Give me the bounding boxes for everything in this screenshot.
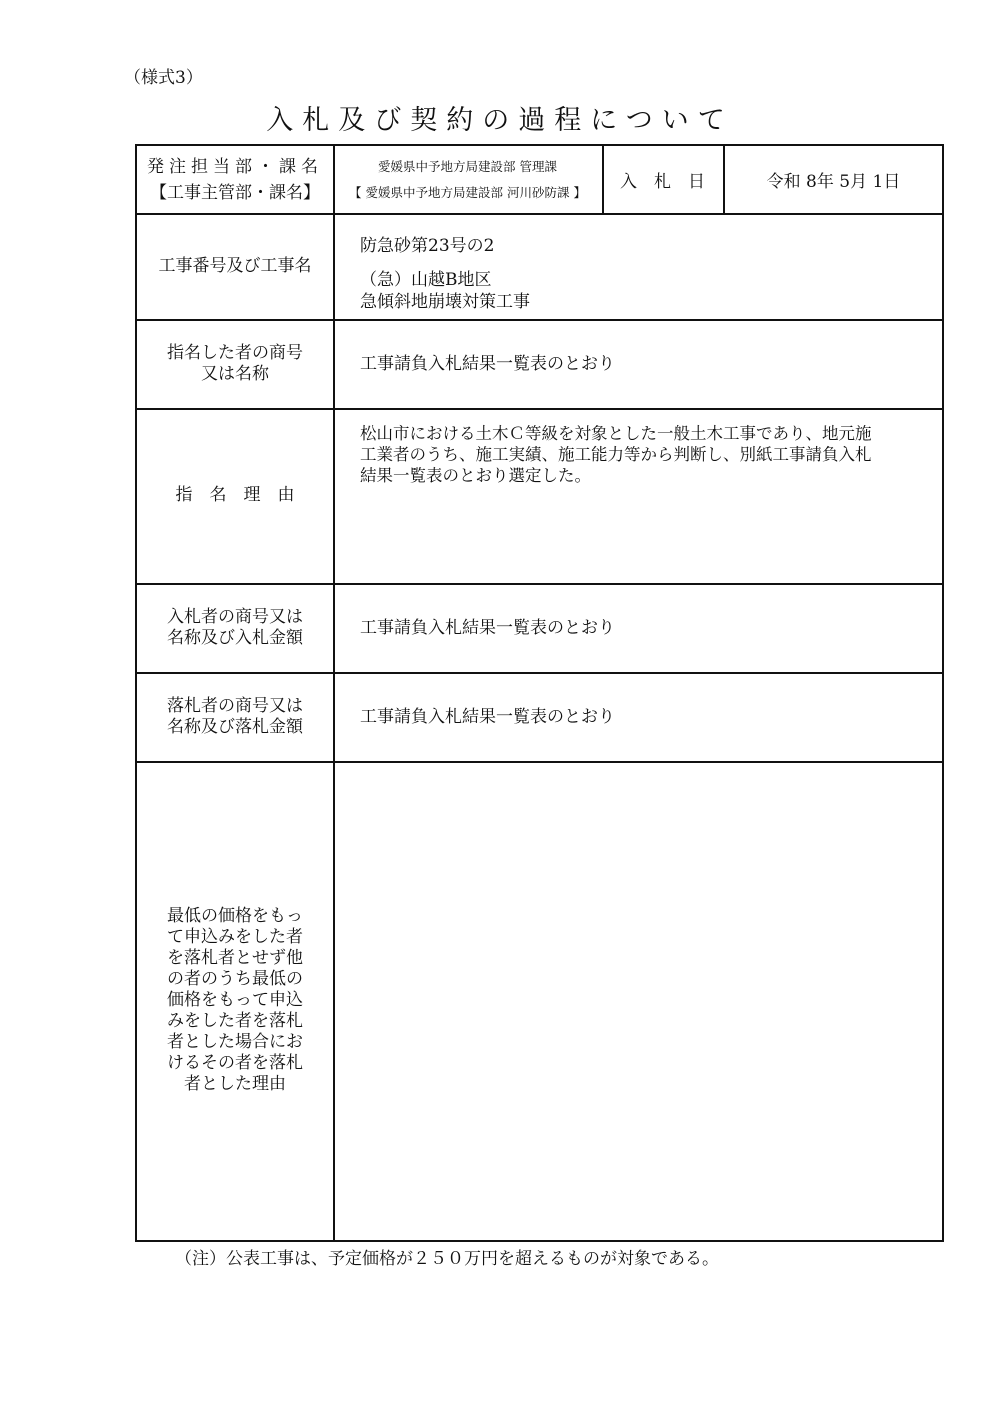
disclosure-table [135, 144, 944, 1242]
bid-date-label: 入 札 日 [620, 172, 705, 192]
work-name-label: 工事番号及び工事名 [158, 255, 312, 276]
work-name-line1: （急）山越B地区 [360, 270, 492, 290]
work-name-value [333, 213, 944, 319]
dept-value-line1: 愛媛県中予地方局建設部 管理課 [378, 158, 557, 174]
dept-label [137, 146, 333, 213]
nominees-value: 工事請負入札結果一覧表のとおり [360, 353, 615, 374]
nomination-reason-label: 指 名 理 由 [175, 485, 295, 505]
winner-value: 工事請負入札結果一覧表のとおり [360, 706, 615, 727]
form-number: （様式3） [124, 68, 203, 88]
winner-label: 落札者の商号又は 名称及び落札金額 [167, 695, 303, 737]
work-name-line2: 急傾斜地崩壊対策工事 [360, 292, 530, 312]
bidders-label: 入札者の商号又は 名称及び入札金額 [167, 606, 303, 648]
footnote: （注）公表工事は、予定価格が２５０万円を超えるものが対象である。 [175, 1249, 719, 1269]
bidders-value: 工事請負入札結果一覧表のとおり [360, 617, 615, 638]
page-title: 入札及び契約の過程について [266, 105, 734, 136]
nomination-reason-value: 松山市における土木Ｃ等級を対象とした一般土木工事であり、地元施 工業者のうち、施工実績、施工能力等から判断し、別紙工事請負入札 結果一覧表のとおり選定した。 [360, 424, 872, 485]
lowest-reason-value [333, 761, 944, 1240]
nominees-label: 指名した者の商号 又は名称 [167, 342, 303, 384]
dept-label-line2: 【工事主管部・課名】 [150, 182, 320, 203]
dept-value-line2: 【 愛媛県中予地方局建設部 河川砂防課 】 [349, 184, 586, 200]
dept-value [333, 146, 602, 213]
lowest-reason-label: 最低の価格をもっ て申込みをした者 を落札者とせず他 の者のうち最低の 価格をもって申込 みをした者を落札 者とした場合にお けるその者を落札 者とした理由 [167, 906, 303, 1094]
bid-date-value: 令和 8年 5月 1日 [766, 172, 901, 192]
dept-label-line1: 発注担当部・課名 [147, 156, 323, 177]
work-number: 防急砂第23号の2 [360, 236, 495, 256]
